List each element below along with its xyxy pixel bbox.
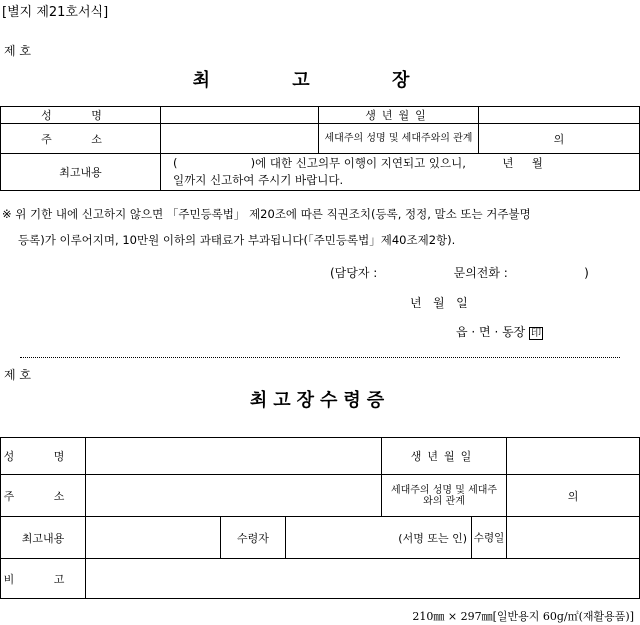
receipt-birth-label: 생년월일 bbox=[382, 438, 507, 475]
content-text bbox=[161, 154, 640, 191]
warning-line-2: 등록)가 이루어지며, 10만원 이하의 과태료가 부과됩니다(「주민등록법」제40조제2항). bbox=[18, 233, 456, 247]
receipt-table bbox=[0, 437, 640, 599]
birth-value[interactable] bbox=[479, 107, 640, 124]
receipt-content-label: 최고내용 bbox=[1, 517, 86, 559]
receipt-number-label: 제 호 bbox=[4, 368, 31, 382]
notice-date: 년 월 일 bbox=[410, 296, 468, 310]
remarks-value[interactable] bbox=[86, 559, 640, 599]
relation-suffix: 의 bbox=[553, 132, 565, 146]
receipt-title: 최고장수령증 bbox=[249, 390, 391, 411]
issuer-line bbox=[456, 323, 543, 340]
recipient-label: 수령자 bbox=[221, 517, 286, 559]
receipt-date-value[interactable] bbox=[507, 517, 640, 559]
content-line-2: 일까지 신고하여 주시기 바랍니다. bbox=[173, 173, 344, 187]
relation-label: 세대주의 성명 및 세대주와의 관계 bbox=[319, 124, 479, 154]
birth-label: 생년월일 bbox=[319, 107, 479, 124]
document-number-label: 제 호 bbox=[4, 44, 31, 58]
recipient-sign-field[interactable] bbox=[286, 517, 472, 559]
receipt-birth-value[interactable] bbox=[507, 438, 640, 475]
receipt-date-label: 수령일 bbox=[472, 517, 507, 559]
receipt-relation-label: 세대주의 성명 및 세대주와의 관계 bbox=[382, 475, 507, 517]
form-number-label: [별지 제21호서식] bbox=[2, 5, 109, 20]
receipt-address-label: 주 소 bbox=[1, 475, 86, 517]
relation-value[interactable] bbox=[479, 124, 640, 154]
content-line-1: ( )에 대한 신고의무 이행이 지연되고 있으니, 년 월 bbox=[173, 156, 543, 170]
notice-table bbox=[0, 106, 640, 191]
address-label: 주 소 bbox=[1, 124, 161, 154]
contact-info: (담당자 : 문의전화 : ) bbox=[330, 266, 589, 280]
paper-spec-footer: 210㎜ × 297㎜[일반용지 60g/㎡(재활용품)] bbox=[412, 610, 634, 623]
receipt-content-value[interactable] bbox=[86, 517, 221, 559]
warning-line-1: ※ 위 기한 내에 신고하지 않으면 「주민등록법」 제20조에 따른 직권조치(등록, 정정, 말소 또는 거주불명 bbox=[2, 207, 531, 221]
receipt-relation-suffix: 의 bbox=[567, 489, 579, 503]
receipt-name-value[interactable] bbox=[86, 438, 382, 475]
sign-label: (서명 또는 인) bbox=[398, 531, 468, 545]
issuer-label: 읍 · 면 · 동장 bbox=[456, 325, 526, 339]
address-value[interactable] bbox=[161, 124, 319, 154]
notice-title: 최 고 장 bbox=[192, 70, 448, 91]
remarks-label: 비 고 bbox=[1, 559, 86, 599]
cut-line bbox=[20, 357, 620, 358]
name-label: 성 명 bbox=[1, 107, 161, 124]
receipt-name-label: 성 명 bbox=[1, 438, 86, 475]
seal-icon: 印 bbox=[531, 328, 542, 339]
name-value[interactable] bbox=[161, 107, 319, 124]
receipt-address-value[interactable] bbox=[86, 475, 382, 517]
receipt-relation-value[interactable] bbox=[507, 475, 640, 517]
content-label: 최고내용 bbox=[1, 154, 161, 191]
